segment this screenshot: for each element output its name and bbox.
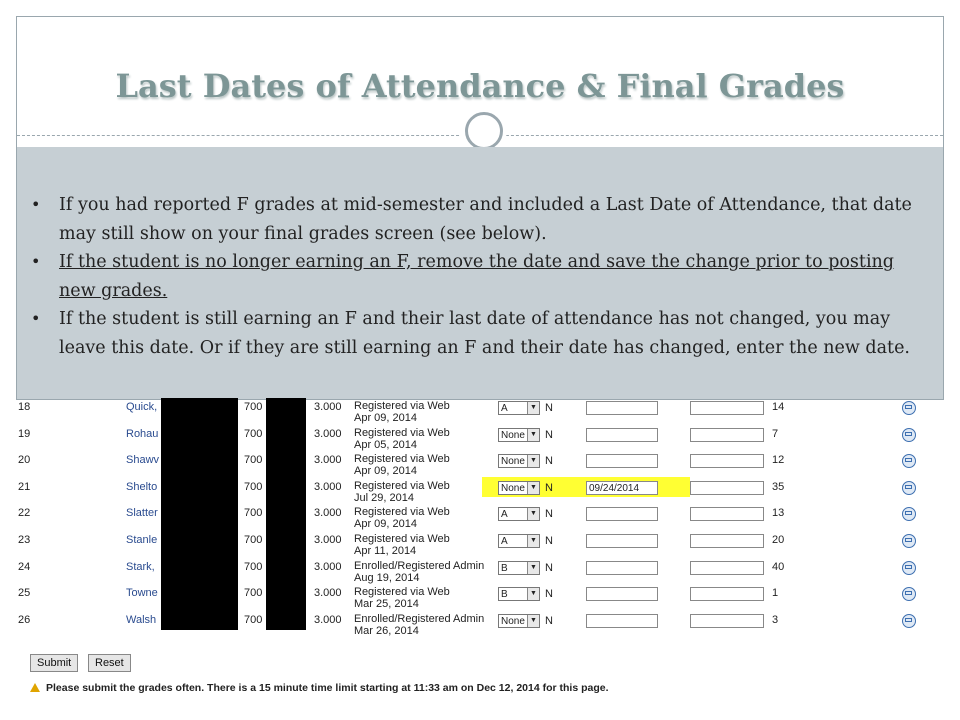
registration-date: Apr 05, 2014	[354, 438, 417, 451]
credit-hours: 3.000	[314, 401, 342, 413]
chevron-down-icon: ▼	[527, 482, 539, 494]
registration-date: Mar 26, 2014	[354, 624, 419, 637]
hours-value: 13	[772, 507, 785, 520]
table-row	[18, 398, 928, 425]
hours-value: 40	[772, 560, 785, 573]
grade-value: None	[501, 429, 525, 441]
hours-value: 7	[772, 427, 779, 440]
slide-frame	[16, 16, 944, 400]
course-number: 700	[244, 480, 263, 493]
registration-status	[354, 400, 450, 424]
registration-date: Apr 09, 2014	[354, 412, 417, 424]
registration-method: Registered via Web	[354, 479, 450, 492]
registration-status	[354, 533, 450, 557]
credit-hours: 3.000	[314, 534, 342, 546]
grade-select[interactable]	[498, 481, 540, 495]
flag-value: N	[545, 455, 553, 468]
last-attend-date-input[interactable]	[586, 561, 658, 575]
row-number: 26	[18, 613, 31, 626]
bullet-list	[31, 191, 931, 362]
student-name-link[interactable]: Rohau	[126, 427, 159, 440]
registration-status	[354, 506, 450, 530]
credit-hours: 3.000	[314, 480, 342, 493]
student-name-link[interactable]: Walsh	[126, 613, 157, 626]
credit-hours: 3.000	[314, 507, 342, 520]
credit-hours: 3.000	[314, 613, 342, 626]
warning-message	[30, 682, 609, 694]
warning-text: Please submit the grades often. There is a 15 minute time limit starting at 11:33 am on Dec 12, 2014 for this page.	[46, 682, 609, 694]
grade-value: None	[501, 456, 525, 468]
registration-status	[354, 613, 484, 637]
last-attend-date-input[interactable]	[586, 587, 658, 601]
row-number: 25	[18, 587, 31, 600]
chevron-down-icon: ▼	[527, 429, 539, 441]
email-icon[interactable]	[902, 561, 916, 575]
flag-value: N	[545, 614, 553, 627]
course-number: 700	[244, 534, 263, 546]
credit-hours: 3.000	[314, 587, 342, 600]
registration-status	[354, 480, 450, 504]
hours-attended-input[interactable]	[690, 587, 764, 601]
hours-value: 3	[772, 613, 779, 626]
student-name-link[interactable]: Towne	[126, 587, 158, 600]
registration-date: Apr 09, 2014	[354, 518, 417, 531]
row-number: 23	[18, 534, 31, 546]
registration-method: Registered via Web	[354, 533, 450, 545]
email-icon[interactable]	[902, 401, 916, 415]
student-name-link[interactable]: Stark,	[126, 560, 155, 573]
table-row	[18, 425, 928, 452]
last-attend-date-input[interactable]	[586, 534, 658, 548]
flag-value: N	[545, 535, 553, 547]
chevron-down-icon: ▼	[527, 588, 539, 600]
grade-value: None	[501, 482, 525, 494]
student-name-link[interactable]: Stanle	[126, 534, 158, 546]
registration-method: Registered via Web	[354, 400, 450, 412]
last-attend-date-input[interactable]	[586, 401, 658, 415]
grade-value: A	[501, 509, 508, 521]
grade-select[interactable]	[498, 534, 540, 548]
chevron-down-icon: ▼	[527, 562, 539, 574]
hours-value: 1	[772, 587, 779, 600]
grade-select[interactable]	[498, 401, 540, 415]
row-number: 22	[18, 507, 31, 520]
grade-value: A	[501, 536, 508, 547]
last-attend-date-input[interactable]	[586, 454, 658, 468]
student-name-link[interactable]: Slatter	[126, 507, 158, 520]
hours-value: 35	[772, 480, 785, 493]
flag-value: N	[545, 428, 553, 441]
grade-select[interactable]	[498, 561, 540, 575]
grade-select[interactable]	[498, 614, 540, 628]
course-number: 700	[244, 507, 263, 520]
reset-button[interactable]: Reset	[88, 654, 131, 672]
hours-attended-input[interactable]	[690, 428, 764, 442]
row-number: 20	[18, 454, 31, 467]
hours-attended-input[interactable]	[690, 614, 764, 628]
row-number: 24	[18, 560, 31, 573]
warning-icon	[30, 683, 40, 692]
chevron-down-icon: ▼	[527, 535, 539, 547]
table-row	[18, 451, 928, 478]
registration-date: Aug 19, 2014	[354, 571, 420, 584]
email-icon[interactable]	[902, 481, 916, 495]
course-number: 700	[244, 587, 263, 600]
submit-button[interactable]: Submit	[30, 654, 78, 672]
flag-value: N	[545, 561, 553, 574]
table-row	[18, 504, 928, 531]
course-number: 700	[244, 454, 263, 467]
registration-method: Registered via Web	[354, 506, 450, 519]
registration-method: Enrolled/Registered Admin	[354, 612, 485, 625]
email-icon[interactable]	[902, 587, 916, 601]
hours-attended-input[interactable]	[690, 507, 764, 521]
last-attend-date-input[interactable]	[586, 614, 658, 628]
registration-method: Enrolled/Registered Admin	[354, 559, 485, 572]
grade-select[interactable]	[498, 587, 540, 601]
registration-status	[354, 453, 450, 477]
registration-method: Registered via Web	[354, 586, 450, 599]
row-number: 21	[18, 480, 31, 493]
grade-value: B	[501, 589, 508, 601]
registration-date: Mar 25, 2014	[354, 598, 419, 611]
table-row	[18, 584, 928, 611]
registration-status	[354, 427, 450, 451]
grade-select[interactable]	[498, 454, 540, 468]
flag-value: N	[545, 402, 553, 414]
hours-attended-input[interactable]	[690, 561, 764, 575]
chevron-down-icon: ▼	[527, 615, 539, 627]
chevron-down-icon: ▼	[527, 402, 539, 414]
registration-date: Jul 29, 2014	[354, 491, 414, 504]
content-panel	[17, 147, 943, 399]
grade-select[interactable]	[498, 428, 540, 442]
grade-value: None	[501, 615, 525, 627]
email-icon[interactable]	[902, 428, 916, 442]
chevron-down-icon: ▼	[527, 508, 539, 520]
registration-method: Registered via Web	[354, 426, 450, 439]
course-number: 700	[244, 560, 263, 573]
flag-value: N	[545, 588, 553, 601]
table-row	[18, 611, 928, 638]
slide-title: Last Dates of Attendance & Final Grades	[115, 67, 845, 105]
student-name-link[interactable]: Shelto	[126, 480, 158, 493]
table-row	[18, 478, 928, 505]
table-row	[18, 558, 928, 585]
chevron-down-icon: ▼	[527, 455, 539, 467]
student-name-link[interactable]: Shawv	[126, 454, 160, 467]
email-icon[interactable]	[902, 454, 916, 468]
email-icon[interactable]	[902, 534, 916, 548]
course-number: 700	[244, 613, 263, 626]
redaction-bar	[161, 398, 238, 630]
student-name-link[interactable]: Quick,	[126, 401, 158, 413]
grade-value: A	[501, 403, 508, 414]
bullet-item-underlined: • If the student is no longer earning an F, remove the date and save the change prior to posting new grades.	[31, 248, 931, 305]
redaction-bar	[266, 398, 306, 630]
hours-value: 20	[772, 534, 785, 546]
registration-status	[354, 560, 484, 584]
row-number: 18	[18, 401, 31, 413]
credit-hours: 3.000	[314, 454, 342, 467]
last-attend-date-input[interactable]	[586, 507, 658, 521]
hours-value: 12	[772, 454, 785, 467]
flag-value: N	[545, 508, 553, 521]
credit-hours: 3.000	[314, 560, 342, 573]
email-icon[interactable]	[902, 507, 916, 521]
registration-method: Registered via Web	[354, 453, 450, 466]
hours-attended-input[interactable]	[690, 454, 764, 468]
grade-select[interactable]	[498, 507, 540, 521]
course-number: 700	[244, 401, 263, 413]
grade-value: B	[501, 562, 508, 574]
email-icon[interactable]	[902, 614, 916, 628]
registration-date: Apr 11, 2014	[354, 545, 417, 557]
grades-table	[18, 398, 928, 638]
hours-value: 14	[772, 401, 785, 413]
table-row	[18, 531, 928, 558]
course-number: 700	[244, 427, 263, 440]
registration-status	[354, 586, 450, 610]
hours-attended-input[interactable]	[690, 481, 764, 495]
credit-hours: 3.000	[314, 427, 342, 440]
hours-attended-input[interactable]	[690, 534, 764, 548]
hours-attended-input[interactable]	[690, 401, 764, 415]
registration-date: Apr 09, 2014	[354, 465, 417, 478]
row-number: 19	[18, 427, 31, 440]
last-attend-date-input[interactable]	[586, 428, 658, 442]
last-attend-date-input[interactable]: 09/24/2014	[586, 481, 658, 495]
bullet-item: • If you had reported F grades at mid-semester and included a Last Date of Attendance, that date may still show on your final grades screen (see below).	[31, 191, 931, 248]
bullet-item: • If the student is still earning an F and their last date of attendance has not changed, you may leave this date. Or if they are still earning an F and their date has changed, enter the new date.	[31, 305, 931, 362]
flag-value: N	[545, 481, 553, 494]
